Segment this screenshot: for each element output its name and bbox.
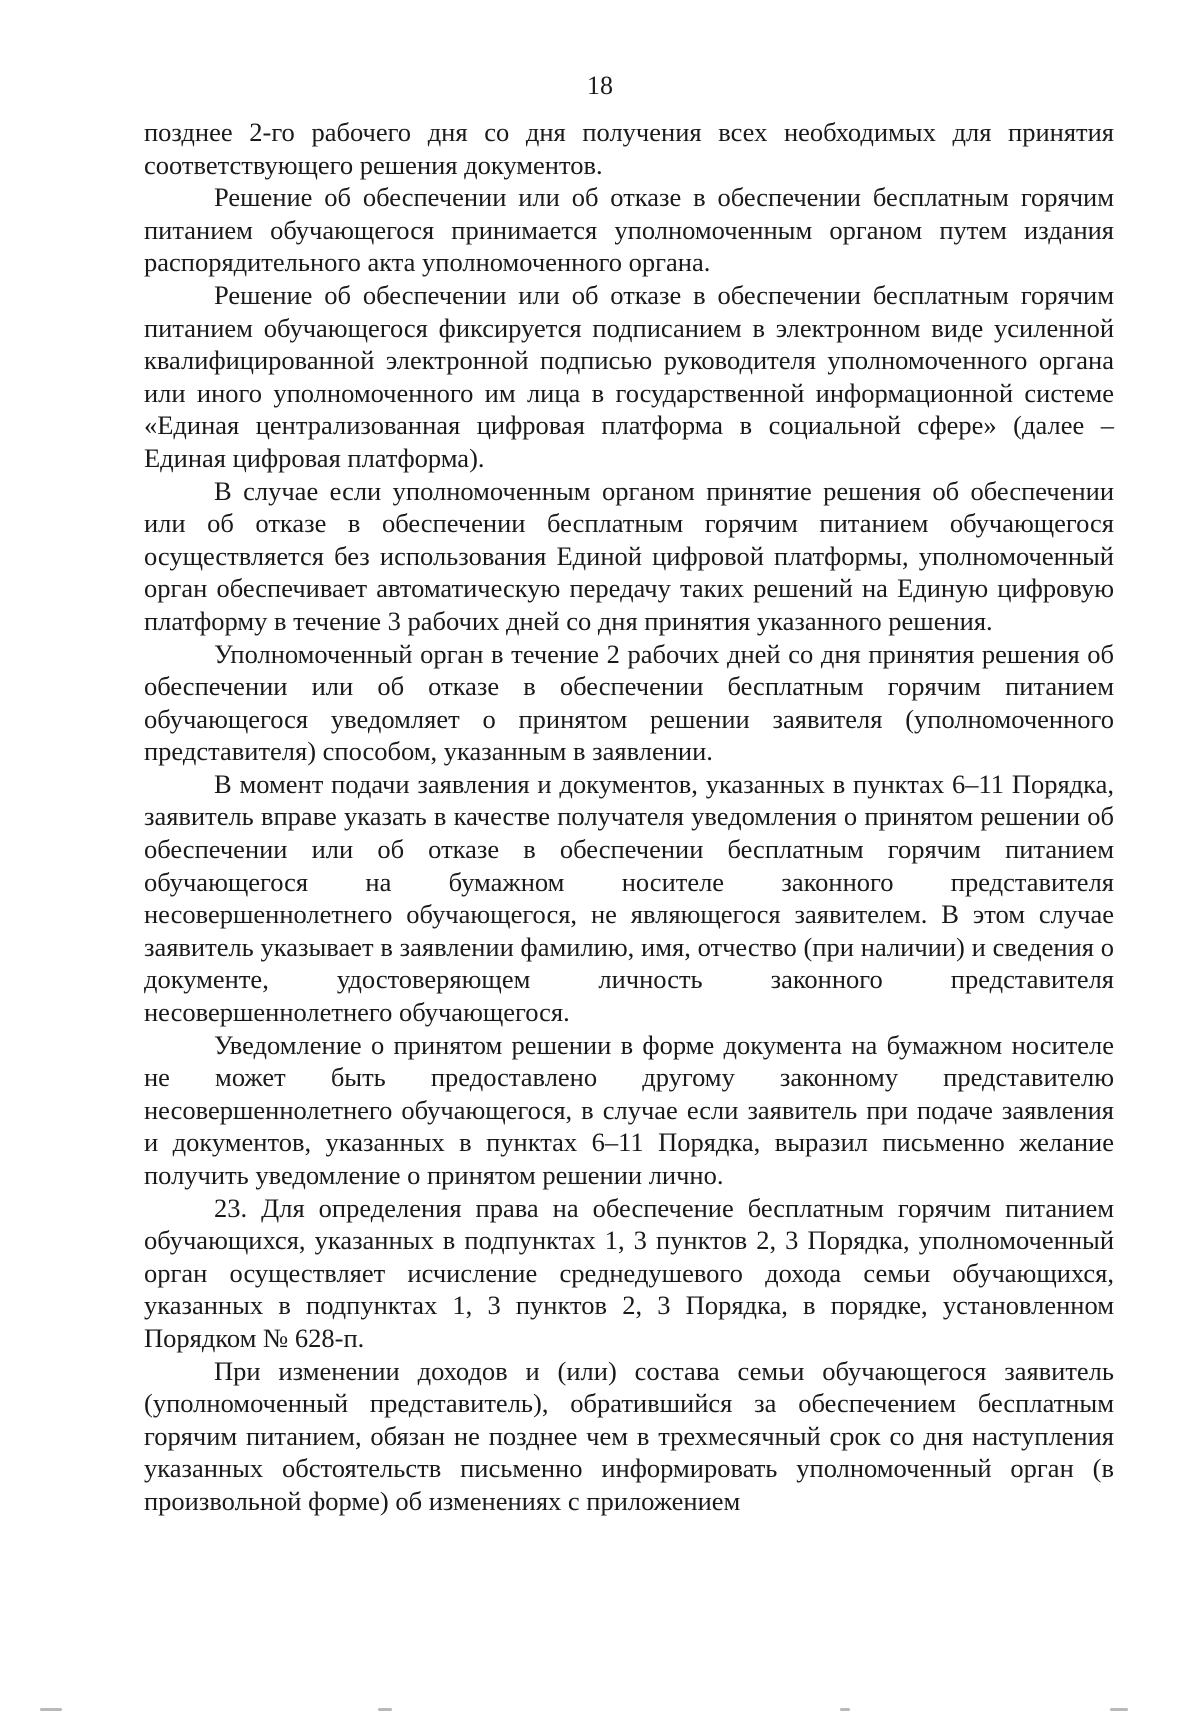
paragraph-platform-transfer: В случае если уполномоченным органом принятие решения об обеспечении или об отказе в обеспечении бесплатным горячим питанием обучающегося осуществляется без использования Единой цифровой платформы, уполномоченный орган обеспечивает автоматическую передачу таких решений на Единую цифровую платформу в течение 3 рабочих дней со дня принятия указанного решения. — [144, 475, 1114, 636]
scan-edge-mark — [1110, 1708, 1128, 1711]
paragraph-decision-act: Решение об обеспечении или об отказе в обеспечении бесплатным горячим питанием обучающегося принимается уполномоченным органом путем издания распорядительного акта уполномоченного органа. — [144, 182, 1114, 278]
paragraph-continuation: позднее 2-го рабочего дня со дня получения всех необходимых для принятия соответствующего решения документов. — [144, 117, 1114, 180]
paragraph-notification-recipient: В момент подачи заявления и документов, указанных в пунктах 6–11 Порядка, заявитель вправе указать в качестве получателя уведомления о принятом решении об обеспечении или об отказе в обеспечении бесплатным горячим питанием обучающегося на бумажном носителе законного представителя несовершеннолетнего обучающегося, не являющегося заявителем. В этом случае заявитель указывает в заявлении фамилию, имя, отчество (при наличии) и сведения о документе, удостоверяющем личность законного представителя несовершеннолетнего обучающегося. — [144, 768, 1114, 1028]
document-body — [144, 116, 1114, 1518]
paragraph-paper-notification: Уведомление о принятом решении в форме документа на бумажном носителе не может быть предоставлено другому законному представителю несовершеннолетнего обучающегося, в случае если заявитель при подаче заявления и документов, указанных в пунктах 6–11 Порядка, выразил письменно желание получить уведомление о принятом решении лично. — [144, 1029, 1114, 1190]
paragraph-item-23: 23. Для определения права на обеспечение бесплатным горячим питанием обучающихся, указанных в подпунктах 1, 3 пунктов 2, 3 Порядка, уполномоченный орган осуществляет исчисление среднедушевого дохода семьи обучающихся, указанных в подпунктах 1, 3 пунктов 2, 3 Порядка, в порядке, установленном Порядком № 628-п. — [144, 1192, 1114, 1353]
scan-edge-mark — [840, 1708, 850, 1711]
paragraph-notification-applicant: Уполномоченный орган в течение 2 рабочих дней со дня принятия решения об обеспечении или об отказе в обеспечении бесплатным горячим питанием обучающегося уведомляет о принятом решении заявителя (уполномоченного представителя) способом, указанным в заявлении. — [144, 638, 1114, 767]
page-number: 18 — [587, 71, 613, 100]
paragraph-income-change: При изменении доходов и (или) состава семьи обучающегося заявитель (уполномоченный представитель), обратившийся за обеспечением бесплатным горячим питанием, обязан не позднее чем в трехмесячный срок со дня наступления указанных обстоятельств письменно информировать уполномоченный орган (в произвольной форме) об изменениях с приложением — [144, 1355, 1114, 1516]
scan-edge-mark — [378, 1708, 392, 1711]
scan-edge-mark — [40, 1708, 62, 1711]
paragraph-electronic-signature: Решение об обеспечении или об отказе в обеспечении бесплатным горячим питанием обучающегося фиксируется подписанием в электронном виде усиленной квалифицированной электронной подписью руководителя уполномоченного органа или иного уполномоченного им лица в государственной информационной системе «Единая централизованная цифровая платформа в социальной сфере» (далее – Единая цифровая платформа). — [144, 279, 1114, 473]
